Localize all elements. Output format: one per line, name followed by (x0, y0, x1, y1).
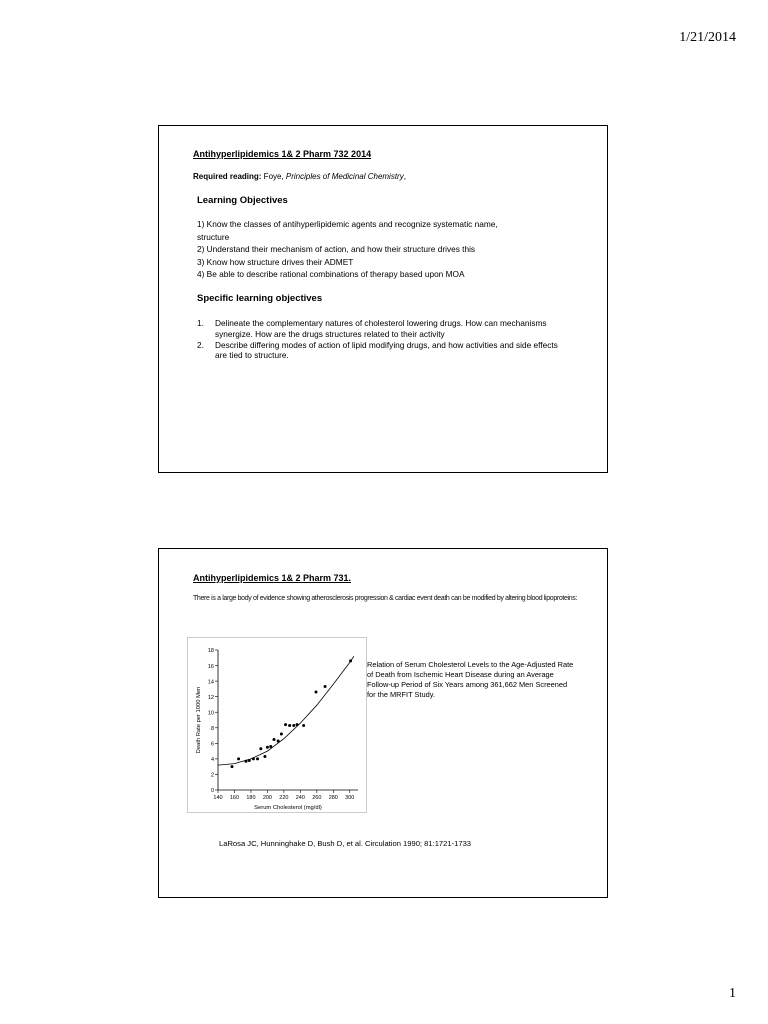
y-tick-label: 12 (207, 694, 214, 701)
data-point (292, 724, 295, 727)
specific-objective-number: 1. (197, 318, 204, 328)
required-reading-author: Foye, (261, 172, 286, 181)
specific-objective-number: 2. (197, 339, 204, 350)
page-date: 1/21/2014 (679, 30, 736, 45)
data-point (288, 724, 291, 727)
specific-objectives-list (197, 318, 567, 361)
y-axis-label: Death Rate per 1000 Men (196, 686, 202, 754)
specific-objective-text: Delineate the complementary natures of cholesterol lowering drugs. How can mechanisms synergize. How are the drugs structures related to their activity (215, 318, 547, 339)
y-tick-label: 8 (210, 725, 214, 732)
objective-line: 1) Know the classes of antihyperlipidemic agents and recognize systematic name, (197, 219, 498, 229)
data-point (263, 755, 266, 758)
data-point (315, 691, 318, 694)
x-tick-label: 140 (213, 795, 223, 801)
specific-objective-item (197, 340, 567, 362)
chart-caption: Relation of Serum Cholesterol Levels to the Age-Adjusted Rate of Death from Ischemic Heart Disease during an Average Follow-up Period of Six Years among 361,662 Men Screened for the MRFIT Study. (367, 660, 574, 699)
data-point (256, 757, 259, 760)
x-tick-label: 200 (262, 795, 273, 801)
data-point (324, 685, 327, 688)
x-tick-label: 160 (229, 795, 240, 801)
citation: LaRosa JC, Hunninghake D, Bush D, et al. Circulation 1990; 81:1721-1733 (219, 839, 472, 848)
x-tick-label: 280 (328, 795, 338, 801)
y-tick-label: 6 (210, 741, 214, 748)
y-tick-label: 0 (210, 788, 214, 795)
y-tick-label: 4 (210, 757, 214, 764)
specific-objectives-heading: Specific learning objectives (197, 293, 323, 304)
required-reading-book: Principles of Medicinal Chemistry (285, 172, 404, 181)
y-tick-label: 10 (207, 710, 214, 717)
data-point (248, 759, 251, 762)
page-number: 1 (729, 986, 736, 1001)
data-point (277, 740, 280, 743)
slide-1-title: Antihyperlipidemics 1& 2 Pharm 732 2014 (193, 149, 372, 159)
objective-line: 4) Be able to describe rational combinations of therapy based upon MOA (197, 269, 465, 279)
y-tick-label: 14 (207, 679, 214, 686)
data-point (245, 760, 248, 763)
fit-curve (218, 656, 354, 765)
specific-objective-item (197, 318, 567, 340)
x-tick-label: 180 (246, 795, 256, 801)
x-tick-label: 240 (295, 795, 305, 801)
data-point (273, 738, 276, 741)
slide-2-intro: There is a large body of evidence showing atherosclerosis progression & cardiac event death can be modified by altering blood lipoproteins: (193, 595, 578, 602)
data-point (302, 724, 305, 727)
learning-objectives-heading: Learning Objectives (197, 195, 288, 206)
data-point (259, 747, 262, 750)
required-reading-label: Required reading: (193, 172, 262, 181)
cholesterol-death-rate-chart (188, 638, 366, 812)
y-tick-label: 18 (207, 648, 214, 655)
objective-line: 2) Understand their mechanism of action, and how their structure drives this (197, 244, 476, 254)
data-point (284, 723, 287, 726)
y-tick-label: 2 (210, 772, 214, 779)
x-tick-label: 300 (345, 795, 355, 801)
x-tick-label: 220 (279, 795, 289, 801)
slide-2 (158, 548, 608, 898)
required-reading (193, 172, 406, 181)
x-axis-label: Serum Cholesterol (mg/dl) (254, 805, 322, 811)
data-point (231, 765, 234, 768)
chart-frame (187, 637, 367, 813)
required-reading-tail: , (403, 172, 406, 181)
learning-objectives-list (197, 218, 577, 281)
specific-objective-text: Describe differing modes of action of lipid modifying drugs, and how activities and side effects are tied to structure. (215, 339, 558, 361)
x-tick-label: 260 (312, 795, 322, 801)
data-point (252, 757, 255, 760)
data-point (280, 733, 283, 736)
data-point (296, 723, 299, 726)
slide-2-title: Antihyperlipidemics 1& 2 Pharm 731. (193, 573, 352, 583)
data-point (237, 757, 240, 760)
data-point (349, 659, 352, 662)
slide-1 (158, 125, 608, 473)
objective-line: 3) Know how structure drives their ADMET (197, 256, 354, 267)
objective-line: structure (197, 231, 230, 242)
data-point (266, 746, 269, 749)
data-point (269, 745, 272, 748)
y-tick-label: 16 (207, 663, 214, 670)
